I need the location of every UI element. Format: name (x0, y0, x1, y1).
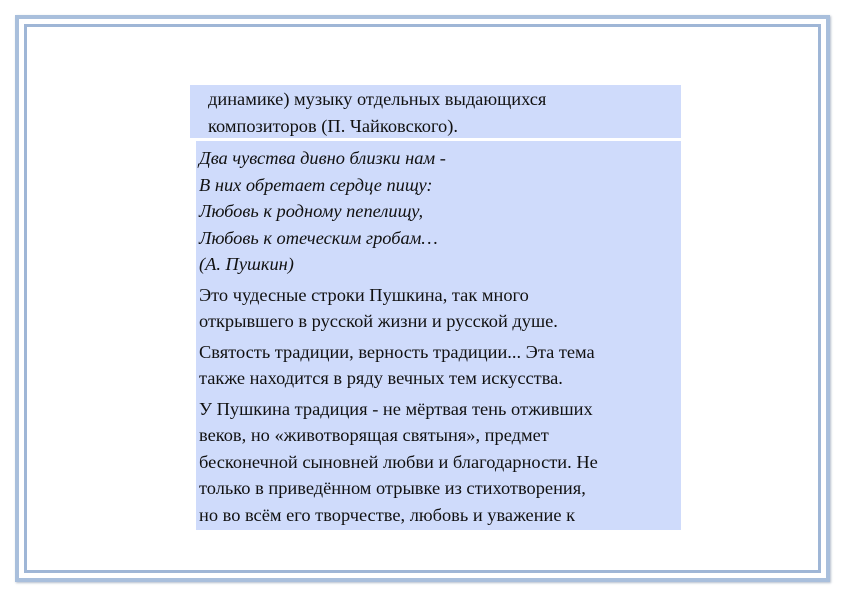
paragraph-line: но во всём его творчестве, любовь и уважение к (199, 504, 576, 525)
poem-line: Два чувства дивно близки нам - (199, 148, 446, 168)
poem-line: Любовь к отеческим гробам… (199, 227, 438, 248)
paragraph-line: Святость традиции, верность традиции... Эта тема (199, 341, 595, 362)
poem-quote (199, 141, 681, 278)
paragraph-line: Это чудесные строки Пушкина, так много (199, 284, 529, 305)
poem-author: (А. Пушкин) (199, 254, 294, 274)
paragraph-3 (199, 392, 681, 529)
paragraph-line: веков, но «животворящая святыня», предмет (199, 425, 549, 445)
text-line: композиторов (П. Чайковского). (208, 115, 458, 136)
paragraph-line: открывшего в русской жизни и русской душе. (199, 311, 558, 331)
poem-line: В них обретает сердце пищу: (199, 174, 433, 195)
text-fragment-top (190, 85, 681, 138)
paragraph-line: У Пушкина традиция - не мёртвая тень отживших (199, 398, 593, 419)
poem-line: Любовь к родному пепелищу, (199, 201, 424, 221)
paragraph-line: только в приведённом отрывке из стихотворения, (199, 478, 586, 498)
paragraph-line: также находится в ряду вечных тем искусства. (199, 368, 563, 388)
text-line: динамике) музыку отдельных выдающихся (208, 89, 547, 109)
text-body (196, 141, 681, 530)
paragraph-line: бесконечной сыновней любви и благодарности. Не (199, 451, 598, 472)
paragraph-2 (199, 335, 681, 392)
paragraph-1 (199, 278, 681, 335)
